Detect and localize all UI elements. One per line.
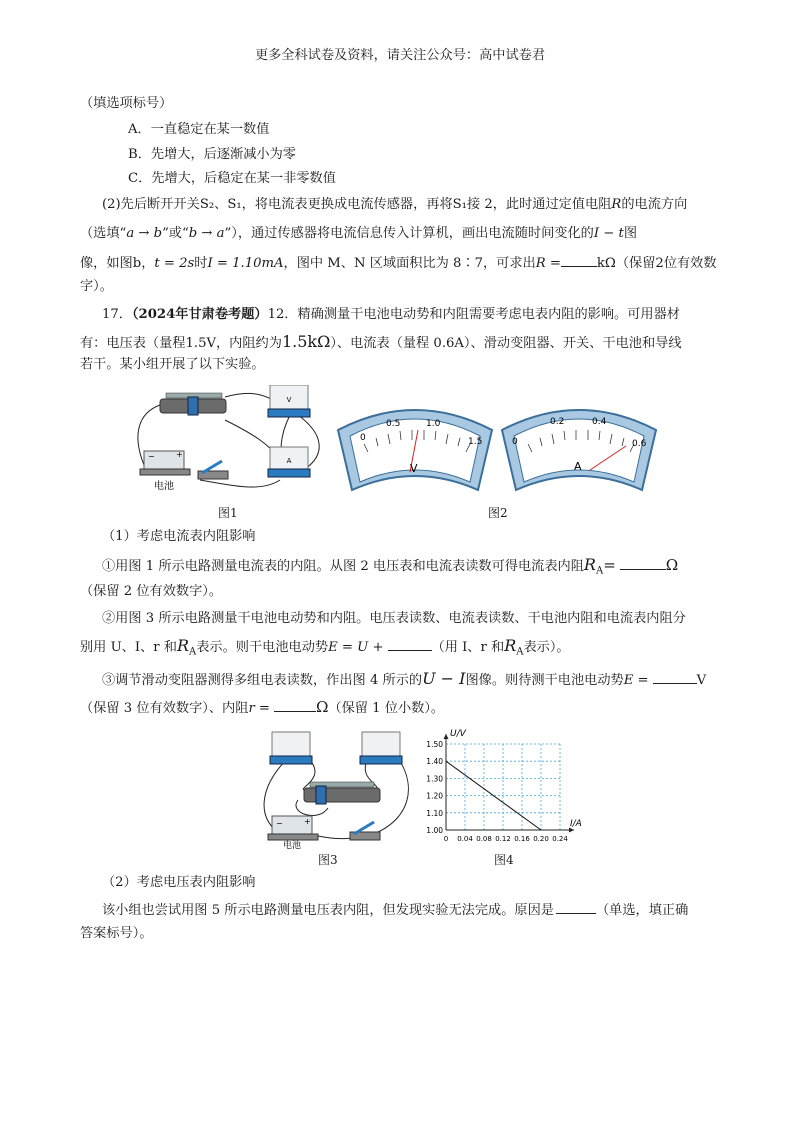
q17-part2-title: （2）考虑电压表内阻影响 bbox=[102, 875, 256, 890]
text-seg: 有：电压表（量程1.5V，内阻约为 bbox=[80, 336, 282, 351]
answer-blank[interactable] bbox=[620, 555, 666, 570]
text-seg: 图像。则待测干电池电动势 bbox=[465, 673, 624, 688]
text-seg: （选填“ bbox=[80, 226, 127, 241]
text-seg: （保留 3 位有效数字）、内阻 bbox=[80, 701, 249, 716]
answer-blank[interactable] bbox=[388, 636, 432, 651]
q16-part2-line1 bbox=[102, 195, 687, 215]
q17-part2-line1 bbox=[102, 899, 688, 921]
symbol-it: I − t bbox=[593, 226, 624, 241]
text-seg: 图 bbox=[623, 226, 638, 241]
v-tick-2: 1.0 bbox=[426, 419, 441, 429]
text-seg: （保留 1 位小数）。 bbox=[328, 701, 445, 716]
y-axis-arrow bbox=[444, 734, 449, 739]
q17-step3-line2 bbox=[80, 697, 444, 719]
a-tick-2: 0.4 bbox=[592, 417, 607, 427]
fig3-battery-label: 电池 bbox=[282, 841, 302, 850]
y-axis-label: U/V bbox=[450, 729, 466, 739]
text-seg: = bbox=[603, 556, 616, 574]
text-seg: 表示）。 bbox=[523, 640, 570, 655]
option-ab: a → b bbox=[126, 226, 163, 241]
formula: r = bbox=[248, 701, 270, 716]
a-tick-0: 0 bbox=[512, 437, 518, 447]
q17-line3: 若干。某小组开展了以下实验。 bbox=[80, 357, 265, 372]
y-tick-label: 1.10 bbox=[426, 808, 443, 818]
subscript: A bbox=[516, 646, 524, 658]
x-tick-label: 0 bbox=[443, 835, 449, 843]
q17-step3-line1 bbox=[102, 669, 706, 691]
q17-step1-line1 bbox=[102, 555, 678, 582]
fig1-battery-label: 电池 bbox=[154, 481, 174, 492]
text-seg: ”），通过传感器将电流信息传入计算机，画出电流随时间变化的 bbox=[224, 226, 594, 241]
subscript: A bbox=[189, 646, 197, 658]
a-tick-1: 0.2 bbox=[550, 417, 565, 427]
figure-1-caption: 图1 bbox=[218, 506, 238, 520]
text-seg: (2)先后断开开关 bbox=[102, 197, 200, 212]
x-tick-label: 0.16 bbox=[514, 835, 530, 843]
answer-blank[interactable] bbox=[556, 899, 596, 914]
unit-volt: V bbox=[696, 673, 707, 688]
question-source: （2024年甘肃卷考题） bbox=[131, 307, 268, 322]
q16-part2-line3 bbox=[80, 252, 717, 274]
y-tick-label: 1.30 bbox=[426, 774, 443, 784]
y-tick-label: 1.50 bbox=[426, 740, 443, 749]
fig1-ammeter-mark: A bbox=[286, 457, 292, 465]
text-seg: （单选，填正确 bbox=[595, 903, 689, 918]
chart-grid bbox=[446, 744, 560, 830]
x-axis-label: I/A bbox=[570, 819, 582, 829]
q17-step2-line1: ②用图 3 所示电路测量干电池电动势和内阻。电压表读数、电流表读数、干电池内阻和电流表内阻分 bbox=[102, 611, 686, 626]
x-tick-label: 0.04 bbox=[457, 835, 473, 843]
option-ba: b → a bbox=[188, 226, 225, 241]
q17-part2-line2: 答案标号）。 bbox=[80, 926, 153, 941]
x-tick-label: 0.08 bbox=[476, 835, 492, 843]
formula: I = 1.10mA bbox=[207, 256, 284, 271]
text-seg: ）、电流表（量程 0.6A）、滑动变阻器、开关、干电池和导线 bbox=[330, 336, 682, 351]
q16-part2-line4: 字）。 bbox=[80, 279, 113, 294]
figure-4-caption: 图4 bbox=[494, 853, 514, 867]
v-tick-1: 0.5 bbox=[386, 419, 401, 429]
chart-axes bbox=[444, 734, 575, 833]
page-header: 更多全科试卷及资料，请关注公众号：高中试卷君 bbox=[254, 48, 546, 63]
q17-line1 bbox=[102, 305, 680, 325]
question-number: 17． bbox=[102, 307, 132, 322]
figure-1-circuit bbox=[130, 385, 330, 497]
q16-hint: （填选项标号） bbox=[80, 96, 173, 111]
v-tick-0: 0 bbox=[360, 433, 366, 443]
symbol-ra: R bbox=[583, 555, 596, 574]
text-seg: ③调节滑动变阻器测得多组电表读数，作出图 4 所示的 bbox=[102, 673, 423, 688]
a-unit: A bbox=[574, 460, 582, 473]
x-tick-label: 0.20 bbox=[533, 835, 549, 843]
answer-blank[interactable] bbox=[274, 697, 316, 712]
svg-text:+: + bbox=[176, 450, 183, 459]
figure-4-ui-chart bbox=[418, 722, 598, 848]
x-tick-label: 0.12 bbox=[495, 835, 511, 843]
formula: E = U + bbox=[328, 640, 384, 655]
svg-text:+: + bbox=[304, 817, 311, 826]
figure-3-circuit bbox=[258, 728, 418, 850]
y-tick-label: 1.40 bbox=[426, 757, 443, 767]
q16-option-c: C．先增大，后稳定在某一非零数值 bbox=[128, 171, 336, 186]
chart-ticks bbox=[426, 740, 568, 843]
text-seg: ，图中 M、N 区域面积比为 8∶7，可求出 bbox=[283, 256, 536, 271]
q16-part2-line2 bbox=[80, 224, 637, 244]
subscript: A bbox=[595, 565, 604, 577]
fig1-voltmeter-mark: V bbox=[286, 396, 292, 404]
figure-3-caption: 图3 bbox=[318, 853, 338, 867]
q17-line2 bbox=[80, 332, 682, 354]
text-seg: 像，如图b， bbox=[80, 256, 155, 271]
text-seg: ”或“ bbox=[162, 226, 189, 241]
answer-blank[interactable] bbox=[561, 252, 597, 267]
q16-option-b: B．先增大，后逐渐减小为零 bbox=[128, 147, 296, 162]
text-seg: S₁接 2，此时通过定值电阻 bbox=[452, 197, 612, 212]
q16-option-a: A．一直稳定在某一数值 bbox=[128, 122, 270, 137]
text-seg: 别用 U、I、r 和 bbox=[80, 640, 177, 655]
svg-text:−: − bbox=[148, 452, 155, 461]
x-tick-label: 0.24 bbox=[552, 835, 568, 843]
formula: 1.5kΩ bbox=[281, 332, 331, 351]
text-seg: kΩ（保留2位有效数 bbox=[596, 256, 717, 271]
symbol-ra: R bbox=[176, 636, 189, 655]
symbol-ra: R bbox=[504, 636, 517, 655]
a-tick-3: 0.6 bbox=[632, 439, 647, 449]
figure-2-meters bbox=[330, 400, 670, 500]
q17-step2-line2 bbox=[80, 636, 570, 663]
text-seg: 的电流方向 bbox=[621, 197, 688, 212]
formula: R = bbox=[535, 256, 561, 271]
y-tick-label: 1.20 bbox=[426, 791, 443, 801]
unit-ohm: Ω bbox=[315, 698, 329, 716]
unit-ohm: Ω bbox=[665, 556, 679, 574]
text-seg: ①用图 1 所示电路测量电流表的内阻。从图 2 电压表和电流表读数可得电流表内阻 bbox=[102, 559, 584, 574]
formula: t = 2s bbox=[154, 256, 195, 271]
v-tick-3: 1.5 bbox=[468, 437, 483, 447]
text-seg: 时 bbox=[194, 256, 208, 271]
text-seg: 12．精确测量干电池电动势和内阻需要考虑电表内阻的影响。可用器材 bbox=[267, 307, 680, 322]
figure-2-caption: 图2 bbox=[488, 506, 508, 520]
v-unit: V bbox=[410, 462, 418, 475]
text-seg: 该小组也尝试用图 5 所示电路测量电压表内阻，但发现实验无法完成。原因是 bbox=[102, 903, 554, 918]
q17-part1-title: （1）考虑电流表内阻影响 bbox=[102, 529, 256, 544]
q17-step1-line2: （保留 2 位有效数字）。 bbox=[80, 584, 223, 599]
formula: E = bbox=[623, 673, 649, 688]
text-seg: （用 I、r 和 bbox=[431, 640, 505, 655]
text-seg: 表示。则干电池电动势 bbox=[196, 640, 329, 655]
answer-blank[interactable] bbox=[653, 669, 697, 684]
symbol-r: R bbox=[611, 197, 622, 212]
svg-text:−: − bbox=[276, 819, 283, 828]
text-seg: S₂、S₁，将电流表更换成电流传感器，再将 bbox=[199, 197, 453, 212]
formula: U − I bbox=[422, 669, 466, 688]
y-tick-label: 1.00 bbox=[426, 826, 443, 835]
